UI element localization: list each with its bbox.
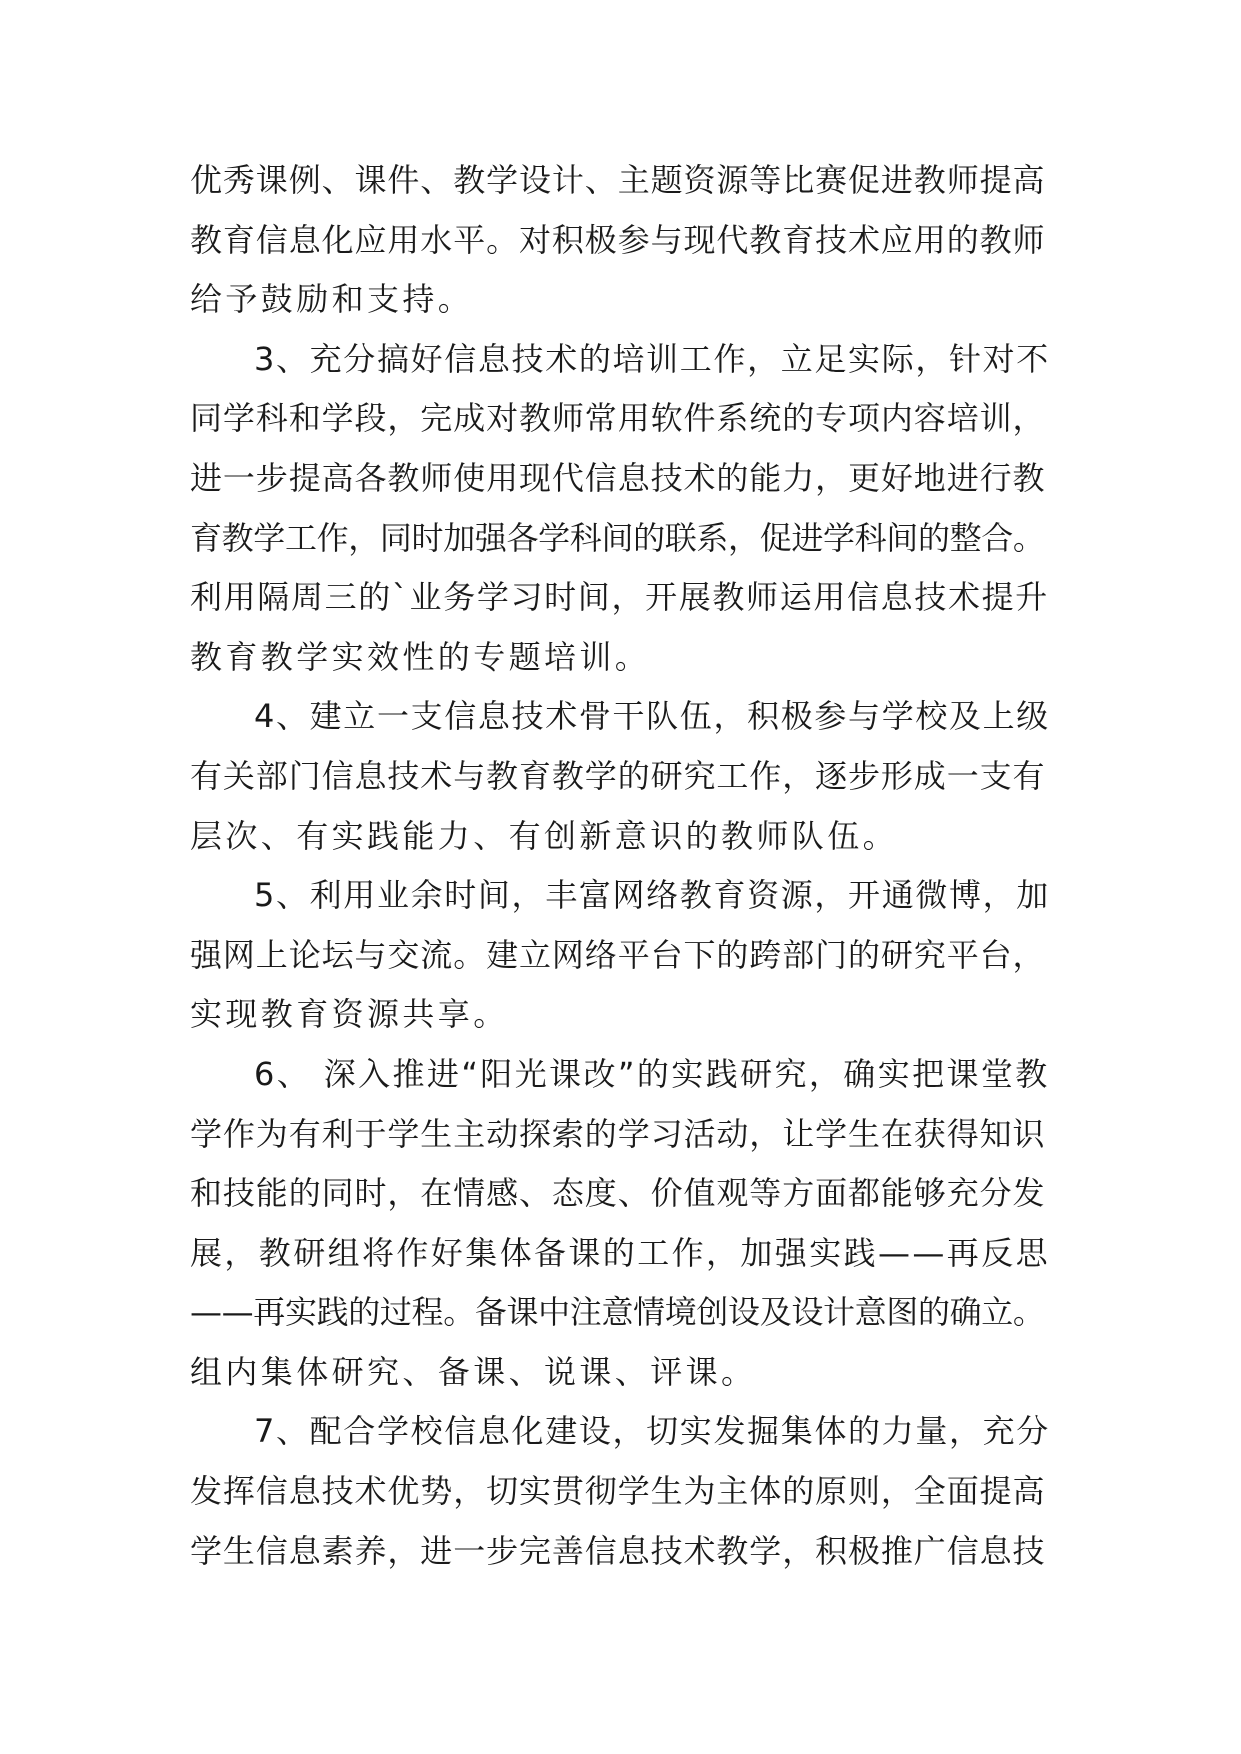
document-body (190, 151, 1050, 1581)
paragraph-first-line: 5、利用业余时间，丰富网络教育资源，开通微博，加 (254, 876, 1050, 915)
paragraph-line: 同学科和学段，完成对教师常用软件系统的专项内容培训， (190, 399, 1046, 438)
paragraph-line: 优秀课例、课件、教学设计、主题资源等比赛促进教师提高 (190, 161, 1046, 199)
paragraph-line: 学生信息素养，进一步完善信息技术教学，积极推广信息技 (190, 1531, 1046, 1570)
paragraph-line: 学作为有利于学生主动探索的学习活动，让学生在获得知识 (190, 1114, 1046, 1153)
paragraph-line: 和技能的同时，在情感、态度、价值观等方面都能够充分发 (190, 1174, 1046, 1213)
paragraph-line: 展，教研组将作好集体备课的工作，加强实践——再反思 (190, 1233, 1051, 1272)
paragraph-line: 教育信息化应用水平。对积极参与现代教育技术应用的教师 (190, 220, 1046, 259)
paragraph-line: 实现教育资源共享。 (190, 995, 509, 1034)
paragraph-line: 进一步提高各教师使用现代信息技术的能力，更好地进行教 (190, 458, 1046, 497)
paragraph-line: 组内集体研究、备课、说课、评课。 (190, 1352, 757, 1391)
paragraph-line: 层次、有实践能力、有创新意识的教师队伍。 (190, 816, 899, 855)
paragraph-first-line: 3、充分搞好信息技术的培训工作，立足实际，针对不 (254, 339, 1050, 378)
paragraph-first-line: 6、 深入推进“阳光课改”的实践研究，确实把课堂教 (254, 1054, 1050, 1093)
paragraph-first-line: 4、建立一支信息技术骨干队伍，积极参与学校及上级 (254, 697, 1050, 736)
paragraph-line: 发挥信息技术优势，切实贯彻学生为主体的原则，全面提高 (190, 1472, 1046, 1511)
paragraph-line: 强网上论坛与交流。建立网络平台下的跨部门的研究平台， (190, 935, 1046, 974)
paragraph-line: 给予鼓励和支持。 (190, 280, 474, 319)
paragraph-first-line: 7、配合学校信息化建设，切实发掘集体的力量，充分 (254, 1412, 1050, 1451)
paragraph-line: 教育教学实效性的专题培训。 (190, 637, 651, 676)
paragraph-line: 有关部门信息技术与教育教学的研究工作，逐步形成一支有 (190, 756, 1046, 795)
paragraph-line: 利用隔周三的`业务学习时间，开展教师运用信息技术提升 (190, 578, 1049, 617)
paragraph-line: ——再实践的过程。备课中注意情境创设及设计意图的确立。 (190, 1293, 1045, 1332)
paragraph-line: 育教学工作，同时加强各学科间的联系，促进学科间的整合。 (190, 518, 1045, 557)
